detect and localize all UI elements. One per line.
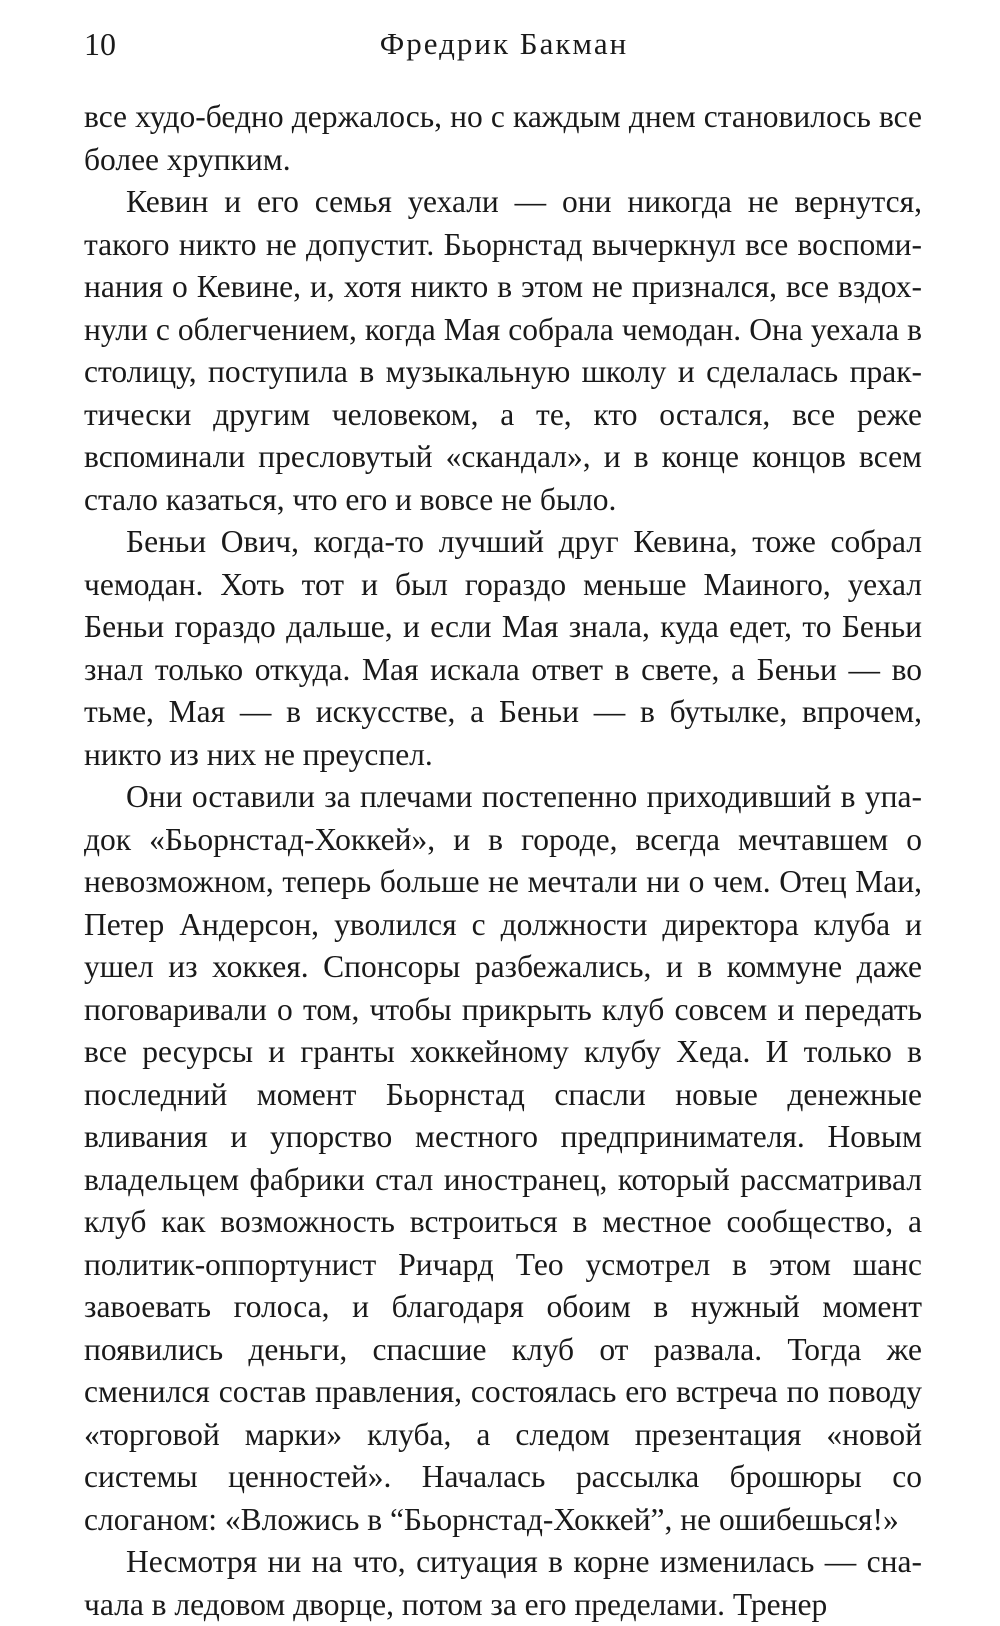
page-header	[84, 22, 924, 72]
body-text	[84, 96, 922, 1626]
running-head-author: Фредрик Бакман	[379, 26, 629, 61]
paragraph-situation-changed: Несмотря ни на что, ситуация в корне изменилась — сначала в ледовом дворце, потом за его пределами. Тренер	[84, 1544, 922, 1622]
paragraph-club-decline: Они оставили за плечами постепенно приходивший в упадок «Бьорнстад-Хоккей», и в городе, всегда мечтавшем о невозможном, теперь больше не мечтали ни о чем. Отец Маи, Петер Андерсон, уволился с должности директора клуба и ушел из хоккея. Спонсоры разбежались, и в коммуне даже поговаривали о том, чтобы прикрыть клуб совсем и передать все ресурсы и гранты хоккейному клубу Хеда. И только в последний момент Бьорнстад спасли новые денежные вливания и упорство местного предпринимателя. Новым владельцем фабрики стал иностранец, который рассматривал клуб как возможность встроиться в местное сообщество, а политик-оппортунист Ричард Тео усмотрел в этом шанс завоевать голоса, и благодаря обоим в нужный момент появились деньги, спасшие клуб от развала. Тогда же сменился состав правления, состоялась его встреча по поводу «торговой марки» клуба, а следом презентация «новой системы ценностей». Началась рассылка брошюры со слоганом: «Вложись в “Бьорнстад-Хоккей”, не ошибешься!»	[84, 779, 922, 1537]
paragraph-continuation: все худо-бедно держалось, но с каждым днем становилось все более хрупким.	[84, 99, 922, 177]
paragraph-kevin-left: Кевин и его семья уехали — они никогда не вернутся, такого никто не допустит. Бьорнстад вычеркнул все воспоминания о Кевине, и, хотя никто в этом не признался, все вздохнули с облегчением, когда Мая собрала чемодан. Она уехала в столицу, поступила в музыкальную школу и сделалась практически другим человеком, а те, кто остался, все реже вспоминали пресловутый «скандал», и в конце концов всем стало казаться, что его и вовсе не было.	[84, 184, 922, 517]
paragraph-benji: Беньи Ович, когда-то лучший друг Кевина, тоже собрал чемодан. Хоть тот и был гораздо меньше Маиного, уехал Беньи гораздо дальше, и если Мая знала, куда едет, то Беньи знал только откуда. Мая искала ответ в свете, а Беньи — во тьме, Мая — в искусстве, а Беньи — в бутылке, впрочем, никто из них не преуспел.	[84, 524, 922, 772]
page-number: 10	[84, 26, 116, 62]
